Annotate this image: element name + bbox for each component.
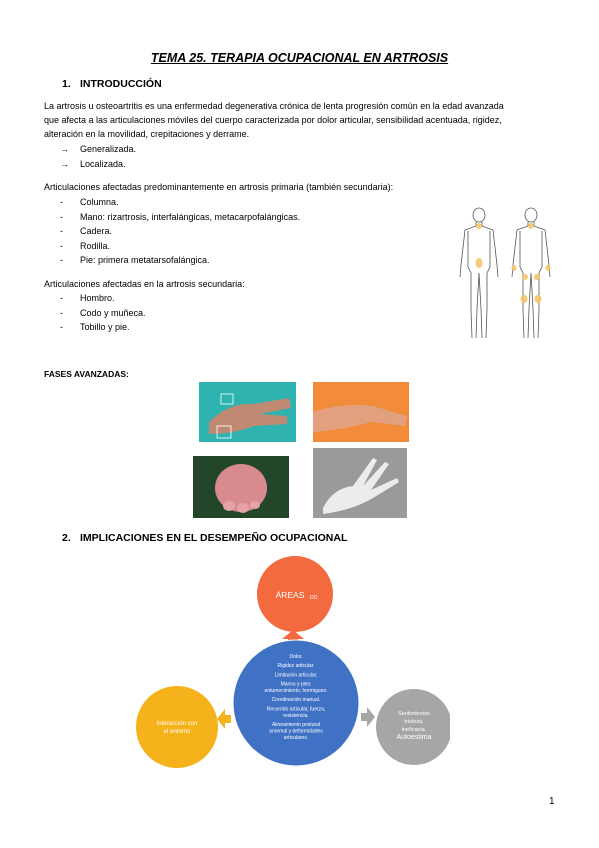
- hand-photo-2: [313, 382, 409, 442]
- arrow-right-icon: →: [60, 158, 69, 169]
- diagram-text-line: el entorno: [163, 729, 191, 735]
- list-item: - Pie: primera metatarsofalángica.: [60, 255, 210, 265]
- arrow-left-icon: [217, 709, 231, 729]
- body-joints-figure: [452, 205, 562, 345]
- page-number: 1: [549, 796, 555, 807]
- diagram-text-line: Sentimientos: [398, 711, 430, 717]
- areas-label: ÁREAS: [275, 590, 305, 600]
- center-text-line: entumecimiento, hormigueo.: [264, 688, 328, 694]
- list-item: - Codo y muñeca.: [60, 307, 146, 318]
- center-text-line: Rigidez articular.: [277, 663, 315, 670]
- types-list: [44, 142, 344, 171]
- arrow-right-icon: →: [60, 144, 69, 154]
- occupational-diagram: [130, 555, 450, 775]
- hand-photo-3: [313, 448, 407, 518]
- list-item: → Localizada.: [44, 157, 344, 172]
- list-item: - Hombro.: [60, 293, 115, 303]
- list-item: - Rodilla.: [60, 240, 111, 251]
- section-1-title: INTRODUCCIÓN: [80, 78, 162, 90]
- center-text-line: Dolor.: [289, 654, 303, 660]
- center-text-line: Manos y pies:: [280, 681, 312, 688]
- center-text-line: resistencia.: [283, 712, 309, 719]
- center-text-line: Alineamiento postural: [271, 722, 321, 728]
- intro-line: alteración en la movilidad, crepitaciones y derrame.: [44, 129, 250, 139]
- diagram-text-line: Interacción con: [156, 721, 198, 727]
- diagram-text-line: tristeza,: [404, 719, 424, 725]
- left-circle: [136, 686, 218, 768]
- hand-photo-1: [199, 382, 296, 442]
- areas-sub: DO: [310, 595, 318, 601]
- center-text-line: articulares.: [283, 734, 309, 741]
- list-item: - Mano: rizartrosis, interfalángicas, metacarpofalángicas.: [60, 211, 301, 222]
- section-1-number: 1.: [62, 78, 71, 90]
- list-item: - Cadera.: [60, 226, 113, 236]
- center-text-line: Coordinación manual.: [271, 697, 321, 704]
- intro-line: que afecta a las articulaciones móviles del cuerpo caracterizada por dolor articular, sensibilidad acentuada, rigidez,: [44, 115, 502, 125]
- center-text-line: Recorrido articular, fuerza,: [266, 706, 326, 713]
- secondary-joints-list: [44, 291, 344, 335]
- center-text-line: anormal y deformidades: [269, 728, 323, 735]
- center-text-line: Limitación articular.: [274, 672, 318, 679]
- section-2-number: 2.: [62, 532, 71, 544]
- diagram-text-line: ineficacia.: [401, 727, 427, 733]
- secondary-joints-intro: Articulaciones afectadas en la artrosis secundaria:: [44, 279, 245, 289]
- section-2-title: IMPLICACIONES EN EL DESEMPEÑO OCUPACIONAL: [80, 532, 348, 544]
- section-2-heading: [62, 532, 347, 544]
- intro-paragraph: [44, 99, 559, 141]
- arrow-right-icon: [361, 707, 375, 727]
- intro-line: La artrosis u osteoartritis es una enfermedad degenerativa crónica de lenta progresión común en la edad avanzada: [44, 101, 504, 111]
- section-1-heading: [62, 78, 162, 90]
- primary-joints-intro: Articulaciones afectadas predominantemente en artrosis primaria (también secundaria):: [44, 182, 394, 192]
- foot-photo: [193, 456, 289, 518]
- list-item: → Generalizada.: [44, 142, 344, 157]
- diagram-text-line: Autoestima: [396, 734, 432, 741]
- fases-label: FASES AVANZADAS:: [44, 369, 129, 379]
- list-item: - Columna.: [60, 197, 119, 207]
- page-title: TEMA 25. TERAPIA OCUPACIONAL EN ARTROSIS: [150, 51, 449, 65]
- primary-joints-list: [44, 195, 424, 268]
- list-item: - Tobillo y pie.: [60, 322, 130, 332]
